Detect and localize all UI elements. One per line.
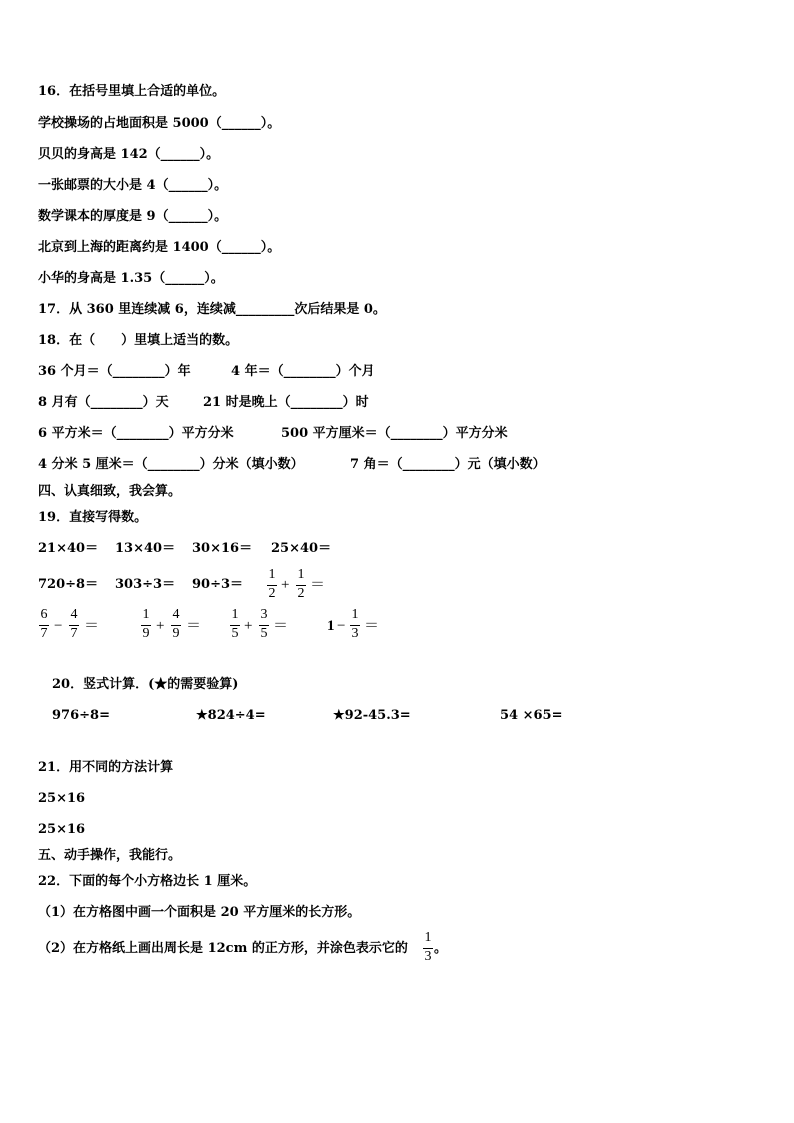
q16-item-1: 学校操场的占地面积是 5000（______）。 (38, 116, 281, 131)
q16-item-6: 小华的身高是 1.35（______）。 (38, 271, 224, 286)
q21-expr-2: 25×16 (38, 822, 86, 837)
section-4-heading: 四、认真细致，我会算。 (38, 484, 182, 499)
q18-row2-right: 21 时是晚上（________）时 (203, 395, 369, 410)
equals-sign: ＝ (84, 618, 100, 634)
q19-calc-3: 30×16＝ (192, 541, 253, 556)
q19-calc-7: 90÷3＝ (192, 577, 244, 592)
q19-calc-6: 303÷3＝ (115, 577, 176, 592)
q20-item-1: 976÷8= (52, 708, 110, 723)
q21-title: 21．用不同的方法计算 (38, 760, 174, 775)
q16-item-2: 贝贝的身高是 142（______）。 (38, 147, 220, 162)
q18-row1-left: 36 个月＝（________）年 (38, 364, 191, 379)
minus-sign: − (54, 618, 63, 634)
q22-part-2: （2）在方格纸上画出周长是 12cm 的正方形，并涂色表示它的 (38, 941, 408, 956)
q20-item-2: ★824÷4= (196, 708, 266, 723)
plus-sign: + (156, 618, 165, 634)
equals-sign: ＝ (273, 618, 289, 634)
section-5-heading: 五、动手操作，我能行。 (38, 848, 182, 863)
q22-part-1: （1）在方格图中画一个面积是 20 平方厘米的长方形。 (38, 905, 361, 920)
plus-sign: + (244, 618, 253, 634)
q18-row4-left: 4 分米 5 厘米＝（________）分米（填小数） (38, 457, 304, 472)
whole-number-one: 1 (327, 618, 335, 634)
q20-title: 20．竖式计算．(★的需要验算) (52, 677, 239, 692)
q19-calc-2: 13×40＝ (115, 541, 176, 556)
q22-part-2-end: 。 (434, 941, 448, 956)
q19-calc-1: 21×40＝ (38, 541, 99, 556)
equals-sign: ＝ (364, 618, 380, 634)
q20-item-3: ★92-45.3= (333, 708, 411, 723)
q18-row3-right: 500 平方厘米＝（________）平方分米 (281, 426, 508, 441)
q21-expr-1: 25×16 (38, 791, 86, 806)
equals-sign: ＝ (310, 577, 326, 593)
q18-row1-right: 4 年＝（________）个月 (231, 364, 375, 379)
q18-row4-right: 7 角＝（________）元（填小数） (350, 457, 546, 472)
q16-title: 16．在括号里填上合适的单位。 (38, 84, 226, 99)
q22-title: 22．下面的每个小方格边长 1 厘米。 (38, 874, 257, 889)
q19-calc-5: 720÷8＝ (38, 577, 99, 592)
equals-sign: ＝ (186, 618, 202, 634)
q20-item-4: 54 ×65= (500, 708, 563, 723)
q19-title: 19．直接写得数。 (38, 510, 148, 525)
q19-calc-4: 25×40＝ (271, 541, 332, 556)
minus-sign: − (337, 618, 346, 634)
q18-title: 18．在（ ）里填上适当的数。 (38, 333, 239, 348)
q16-item-3: 一张邮票的大小是 4（______）。 (38, 178, 228, 193)
q18-row3-left: 6 平方米＝（________）平方分米 (38, 426, 234, 441)
plus-sign: + (281, 577, 290, 593)
q17-text: 17．从 360 里连续减 6，连续减_________次后结果是 0。 (38, 302, 386, 317)
q18-row2-left: 8 月有（________）天 (38, 395, 169, 410)
q16-item-4: 数学课本的厚度是 9（______）。 (38, 209, 228, 224)
q16-item-5: 北京到上海的距离约是 1400（______）。 (38, 240, 281, 255)
